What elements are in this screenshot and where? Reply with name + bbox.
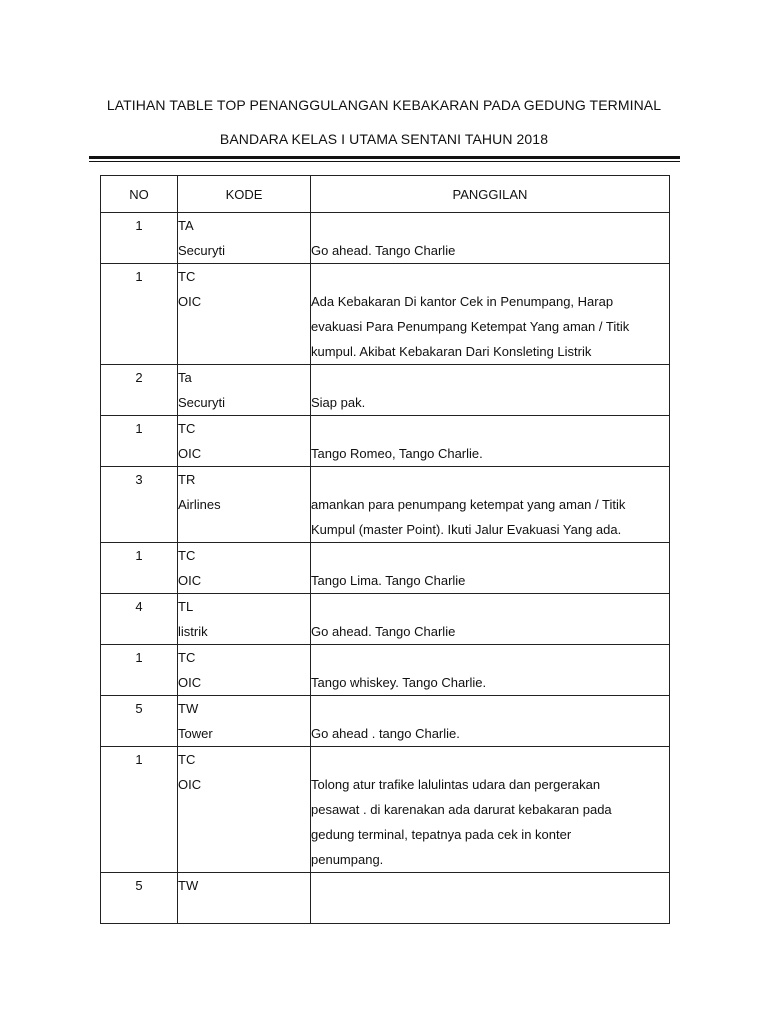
panggilan-empty (311, 898, 669, 923)
call-sign-unit: OIC (178, 777, 202, 792)
table-row (101, 213, 670, 264)
table-row (101, 416, 670, 467)
row-number-text: 1 (135, 269, 143, 284)
row-number (101, 747, 178, 873)
row-number-text: 1 (135, 421, 143, 436)
panggilan-spacer (311, 213, 669, 238)
call-sign-code: TC (178, 269, 196, 284)
row-panggilan (311, 264, 670, 365)
row-number-text: 1 (135, 650, 143, 665)
row-number-text: 4 (135, 599, 143, 614)
row-panggilan (311, 747, 670, 873)
panggilan-spacer (311, 467, 669, 492)
call-sign-unit: OIC (178, 675, 202, 690)
panggilan-spacer (311, 696, 669, 721)
table-row (101, 645, 670, 696)
call-sign-unit: Airlines (178, 497, 221, 512)
table-row (101, 543, 670, 594)
panggilan-line: Ada Kebakaran Di kantor Cek in Penumpang, Harap (311, 294, 614, 309)
panggilan-line: Tolong atur trafike lalulintas udara dan pergerakan (311, 777, 601, 792)
row-number-text: 1 (135, 218, 143, 233)
row-panggilan (311, 416, 670, 467)
call-sign-unit: Tower (178, 726, 213, 741)
row-panggilan (311, 645, 670, 696)
row-panggilan (311, 594, 670, 645)
row-number-text: 1 (135, 548, 143, 563)
row-kode (178, 213, 311, 264)
call-sign-unit: OIC (178, 446, 202, 461)
row-kode (178, 264, 311, 365)
row-kode (178, 747, 311, 873)
row-number-text: 3 (135, 472, 143, 487)
panggilan-line: pesawat . di karenakan ada darurat kebakaran pada (311, 802, 612, 817)
row-kode (178, 467, 311, 543)
table-row (101, 264, 670, 365)
panggilan-line: amankan para penumpang ketempat yang aman / Titik (311, 497, 626, 512)
row-number (101, 416, 178, 467)
title-divider-thin (89, 161, 680, 162)
panggilan-spacer (311, 543, 669, 568)
table-header-row (101, 176, 670, 213)
call-code-table (100, 175, 670, 924)
panggilan-line: Tango Romeo, Tango Charlie. (311, 446, 483, 461)
row-kode (178, 365, 311, 416)
call-sign-unit: Securyti (178, 243, 225, 258)
row-number-text: 1 (135, 752, 143, 767)
row-panggilan (311, 467, 670, 543)
table-row (101, 467, 670, 543)
call-sign-unit: Securyti (178, 395, 225, 410)
call-sign-code: TC (178, 421, 196, 436)
row-panggilan (311, 213, 670, 264)
panggilan-line: gedung terminal, tepatnya pada cek in konter (311, 827, 572, 842)
row-number (101, 467, 178, 543)
panggilan-line: Tango Lima. Tango Charlie (311, 573, 466, 588)
table-row (101, 365, 670, 416)
panggilan-spacer (311, 264, 669, 289)
call-sign-code: Ta (178, 370, 192, 385)
call-sign-unit: listrik (178, 624, 208, 639)
call-sign-unit: OIC (178, 573, 202, 588)
panggilan-line: Go ahead . tango Charlie. (311, 726, 460, 741)
row-number (101, 264, 178, 365)
document-title-line-1: LATIHAN TABLE TOP PENANGGULANGAN KEBAKARAN PADA GEDUNG TERMINAL (106, 97, 662, 113)
table-row (101, 594, 670, 645)
header-kode: KODE (178, 176, 311, 213)
row-kode (178, 543, 311, 594)
row-number (101, 594, 178, 645)
call-sign-code: TA (178, 218, 194, 233)
row-number (101, 873, 178, 924)
call-sign-code: TC (178, 548, 196, 563)
row-panggilan (311, 873, 670, 924)
row-panggilan (311, 543, 670, 594)
row-number-text: 5 (135, 878, 143, 893)
row-number (101, 543, 178, 594)
panggilan-line: Go ahead. Tango Charlie (311, 624, 456, 639)
row-number (101, 696, 178, 747)
panggilan-spacer (311, 873, 669, 898)
call-sign-code: TR (178, 472, 196, 487)
row-number (101, 213, 178, 264)
panggilan-line: evakuasi Para Penumpang Ketempat Yang aman / Titik (311, 319, 630, 334)
row-kode (178, 594, 311, 645)
row-number-text: 5 (135, 701, 143, 716)
call-sign-unit (178, 898, 310, 923)
header-panggilan: PANGGILAN (311, 176, 670, 213)
panggilan-line: Tango whiskey. Tango Charlie. (311, 675, 487, 690)
call-sign-code: TL (178, 599, 194, 614)
panggilan-spacer (311, 747, 669, 772)
document-title-line-2: BANDARA KELAS I UTAMA SENTANI TAHUN 2018 (219, 131, 549, 147)
panggilan-spacer (311, 416, 669, 441)
row-number-text: 2 (135, 370, 143, 385)
table-row (101, 747, 670, 873)
row-kode (178, 873, 311, 924)
row-panggilan (311, 365, 670, 416)
header-no: NO (101, 176, 178, 213)
row-number (101, 365, 178, 416)
row-kode (178, 645, 311, 696)
table-row (101, 873, 670, 924)
panggilan-line: Go ahead. Tango Charlie (311, 243, 456, 258)
row-number (101, 645, 178, 696)
panggilan-spacer (311, 594, 669, 619)
panggilan-line: penumpang. (311, 852, 384, 867)
row-kode (178, 696, 311, 747)
table-row (101, 696, 670, 747)
row-panggilan (311, 696, 670, 747)
call-sign-code: TW (178, 701, 199, 716)
panggilan-line: Kumpul (master Point). Ikuti Jalur Evakuasi Yang ada. (311, 522, 622, 537)
call-sign-code: TC (178, 752, 196, 767)
panggilan-line: Siap pak. (311, 395, 366, 410)
panggilan-line: kumpul. Akibat Kebakaran Dari Konsleting Listrik (311, 344, 592, 359)
panggilan-spacer (311, 365, 669, 390)
title-divider-thick (89, 156, 680, 159)
row-kode (178, 416, 311, 467)
call-sign-code: TW (178, 878, 199, 893)
call-sign-code: TC (178, 650, 196, 665)
panggilan-spacer (311, 645, 669, 670)
call-sign-unit: OIC (178, 294, 202, 309)
